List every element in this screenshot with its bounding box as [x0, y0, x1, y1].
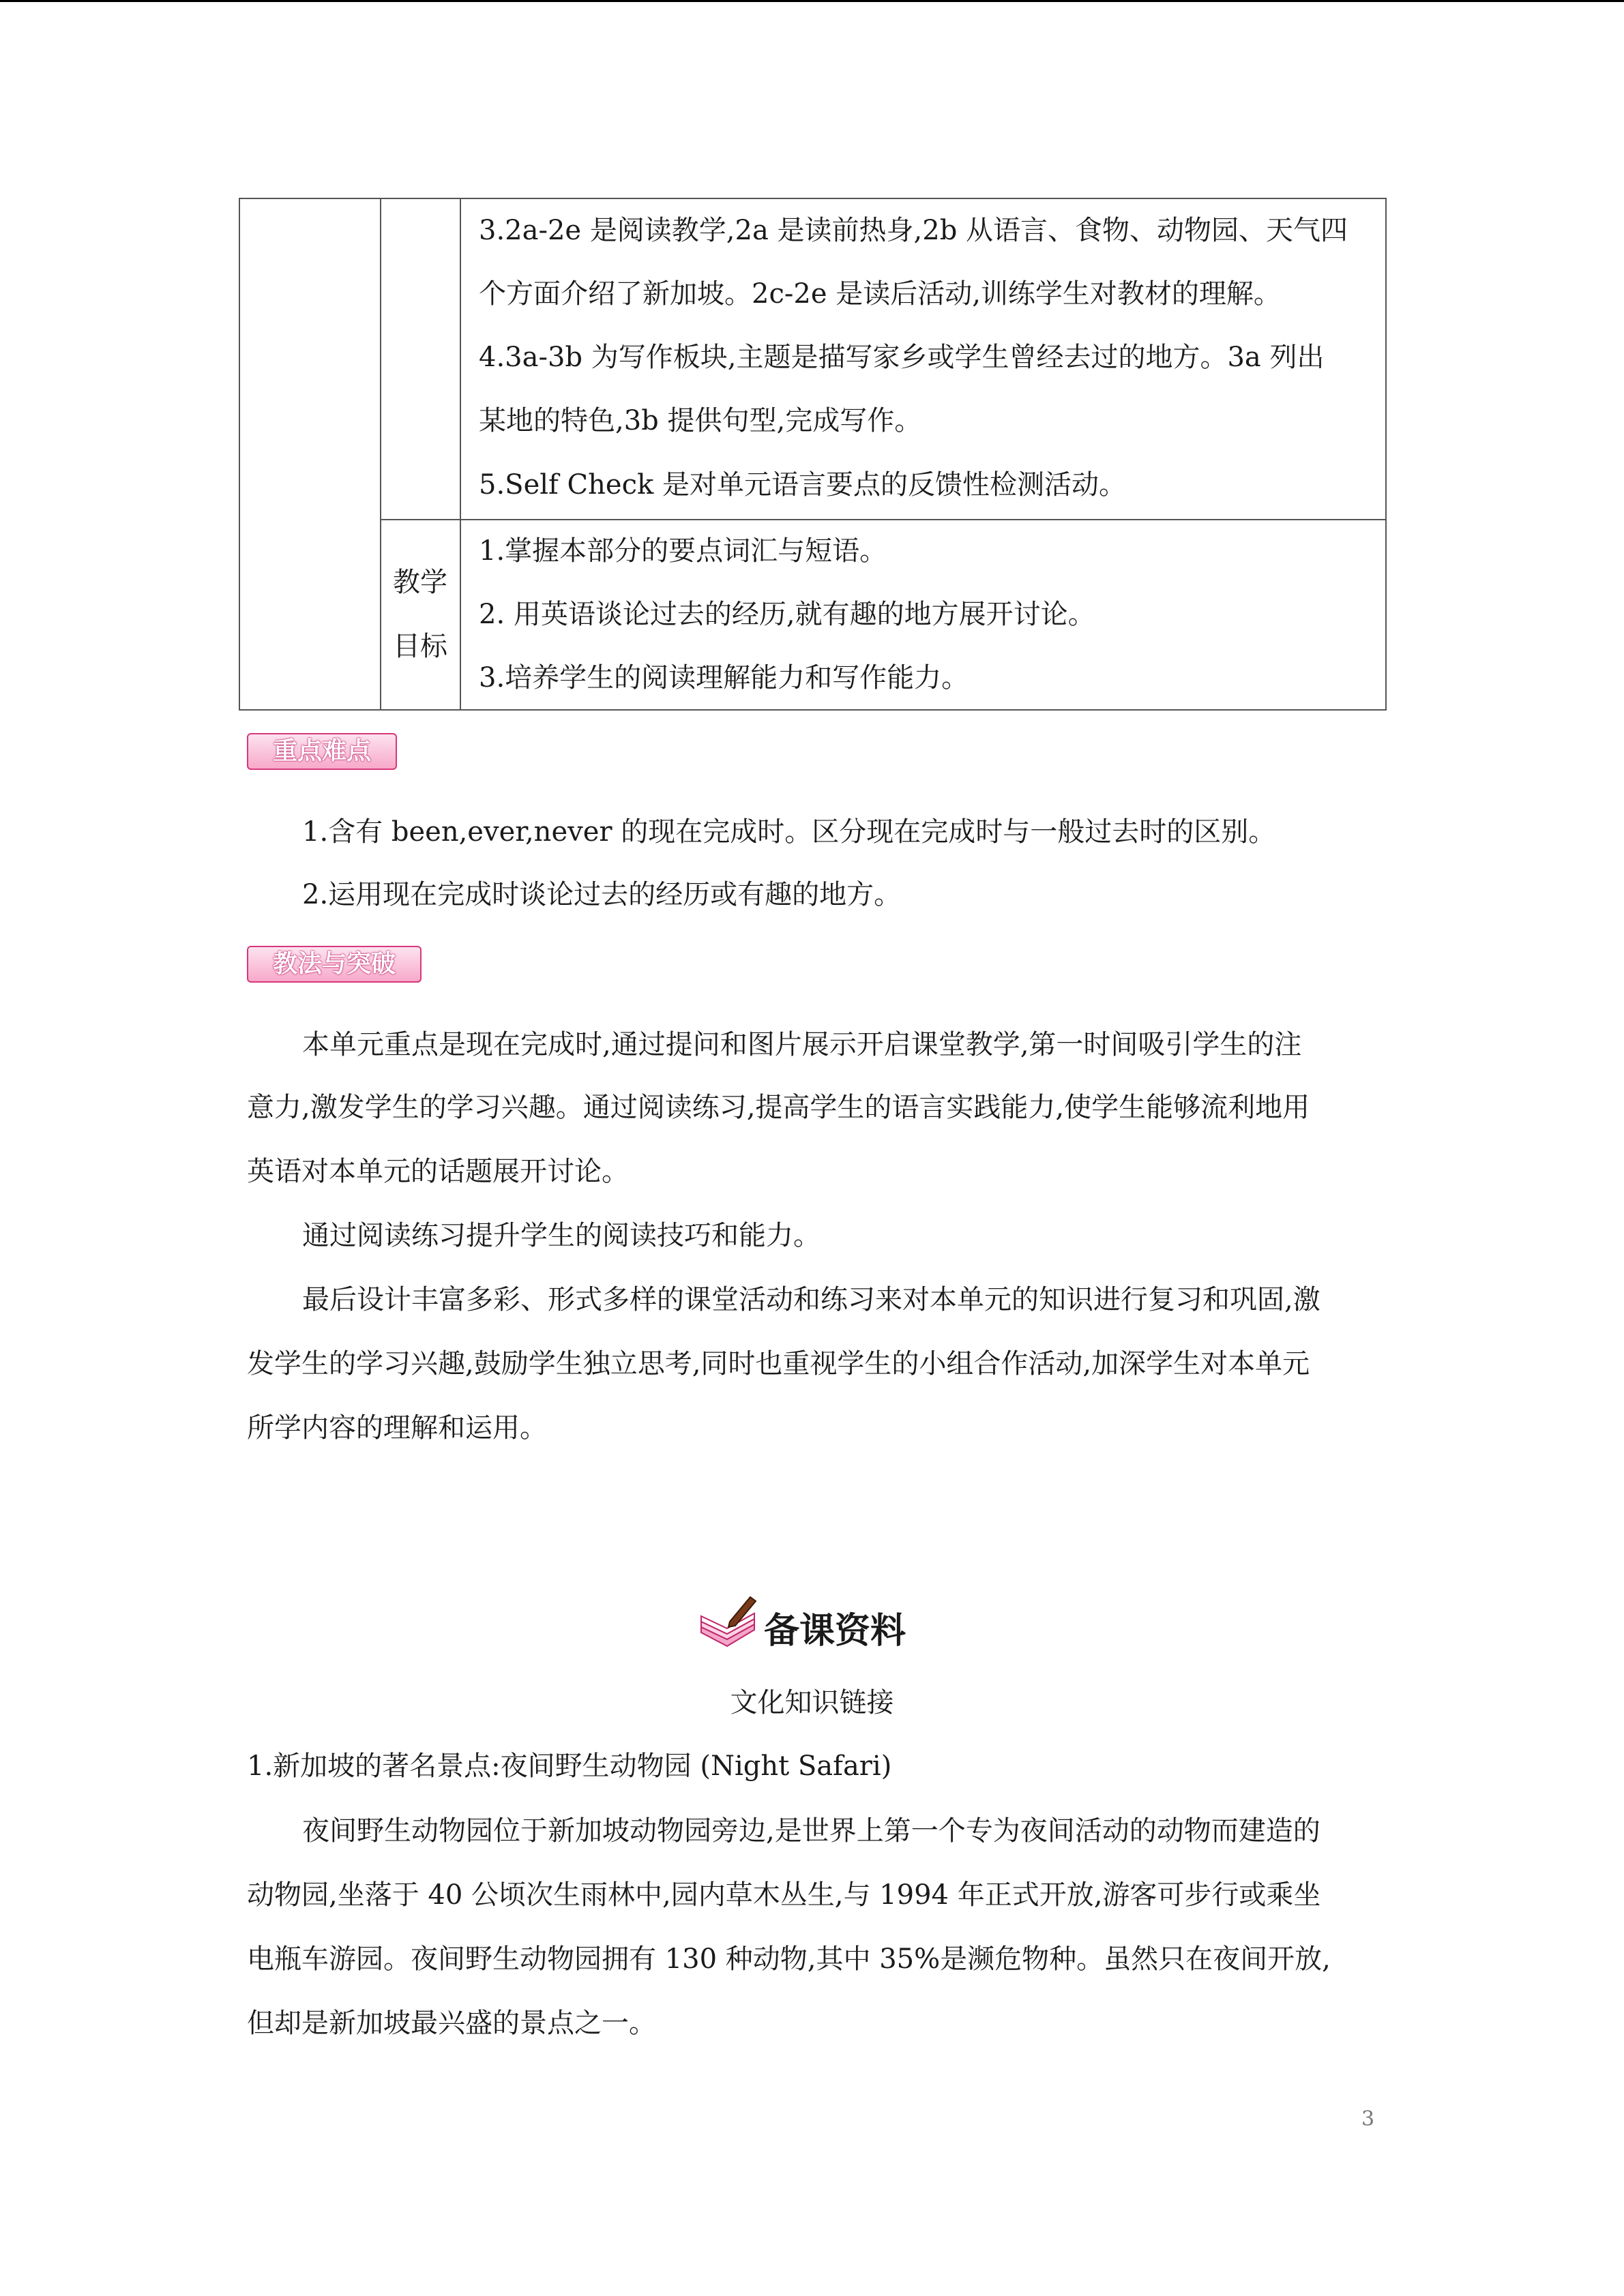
- table-divider: [380, 199, 381, 709]
- materials-line: 动物园,坐落于 40 公顷次生雨林中,园内草木丛生,与 1994 年正式开放,游客可步行或乘坐: [247, 1879, 1321, 1911]
- key-point-item: 2.运用现在完成时谈论过去的经历或有趣的地方。: [302, 879, 902, 910]
- goal-item: 2. 用英语谈论过去的经历,就有趣的地方展开讨论。: [479, 599, 1095, 630]
- key-points-badge: 重点难点: [247, 733, 397, 770]
- table-divider: [460, 199, 461, 709]
- methods-line: 英语对本单元的话题展开讨论。: [247, 1156, 629, 1187]
- lesson-table: [239, 198, 1387, 711]
- methods-line: 发学生的学习兴趣,鼓励学生独立思考,同时也重视学生的小组合作活动,加深学生对本单元: [247, 1348, 1310, 1380]
- goal-item: 1.掌握本部分的要点词汇与短语。: [479, 535, 887, 567]
- table-row-text: 5.Self Check 是对单元语言要点的反馈性检测活动。: [479, 469, 1126, 501]
- methods-line: 本单元重点是现在完成时,通过提问和图片展示开启课堂教学,第一时间吸引学生的注: [302, 1029, 1302, 1060]
- section-subtitle: 文化知识链接: [730, 1687, 894, 1718]
- methods-line: 意力,激发学生的学习兴趣。通过阅读练习,提高学生的语言实践能力,使学生能够流利地用: [247, 1092, 1310, 1123]
- methods-line: 通过阅读练习提升学生的阅读技巧和能力。: [302, 1220, 821, 1251]
- materials-heading: 1.新加坡的著名景点:夜间野生动物园 (Night Safari): [247, 1750, 892, 1782]
- section-title: 备课资料: [764, 1611, 906, 1652]
- goal-label: 目标: [393, 631, 447, 662]
- methods-line: 所学内容的理解和运用。: [247, 1412, 547, 1444]
- table-row-text: 4.3a-3b 为写作板块,主题是描写家乡或学生曾经去过的地方。3a 列出: [479, 342, 1325, 373]
- book-pen-icon: [697, 1594, 758, 1649]
- page-number: 3: [1361, 2107, 1375, 2131]
- table-row-text: 个方面介绍了新加坡。2c-2e 是读后活动,训练学生对教材的理解。: [479, 278, 1281, 310]
- goal-label: 教学: [393, 567, 447, 598]
- key-point-item: 1.含有 been,ever,never 的现在完成时。区分现在完成时与一般过去时的区别。: [302, 816, 1276, 848]
- materials-line: 夜间野生动物园位于新加坡动物园旁边,是世界上第一个专为夜间活动的动物而建造的: [302, 1815, 1320, 1847]
- materials-line: 但却是新加坡最兴盛的景点之一。: [247, 2008, 656, 2039]
- table-row-text: 3.2a-2e 是阅读教学,2a 是读前热身,2b 从语言、食物、动物园、天气四: [479, 215, 1348, 246]
- goal-item: 3.培养学生的阅读理解能力和写作能力。: [479, 662, 969, 694]
- methods-line: 最后设计丰富多彩、形式多样的课堂活动和练习来对本单元的知识进行复习和巩固,激: [302, 1284, 1320, 1315]
- table-row-text: 某地的特色,3b 提供句型,完成写作。: [479, 405, 922, 436]
- methods-badge: 教法与突破: [247, 946, 422, 983]
- materials-line: 电瓶车游园。夜间野生动物园拥有 130 种动物,其中 35%是濒危物种。虽然只在夜间开放,: [247, 1943, 1331, 1975]
